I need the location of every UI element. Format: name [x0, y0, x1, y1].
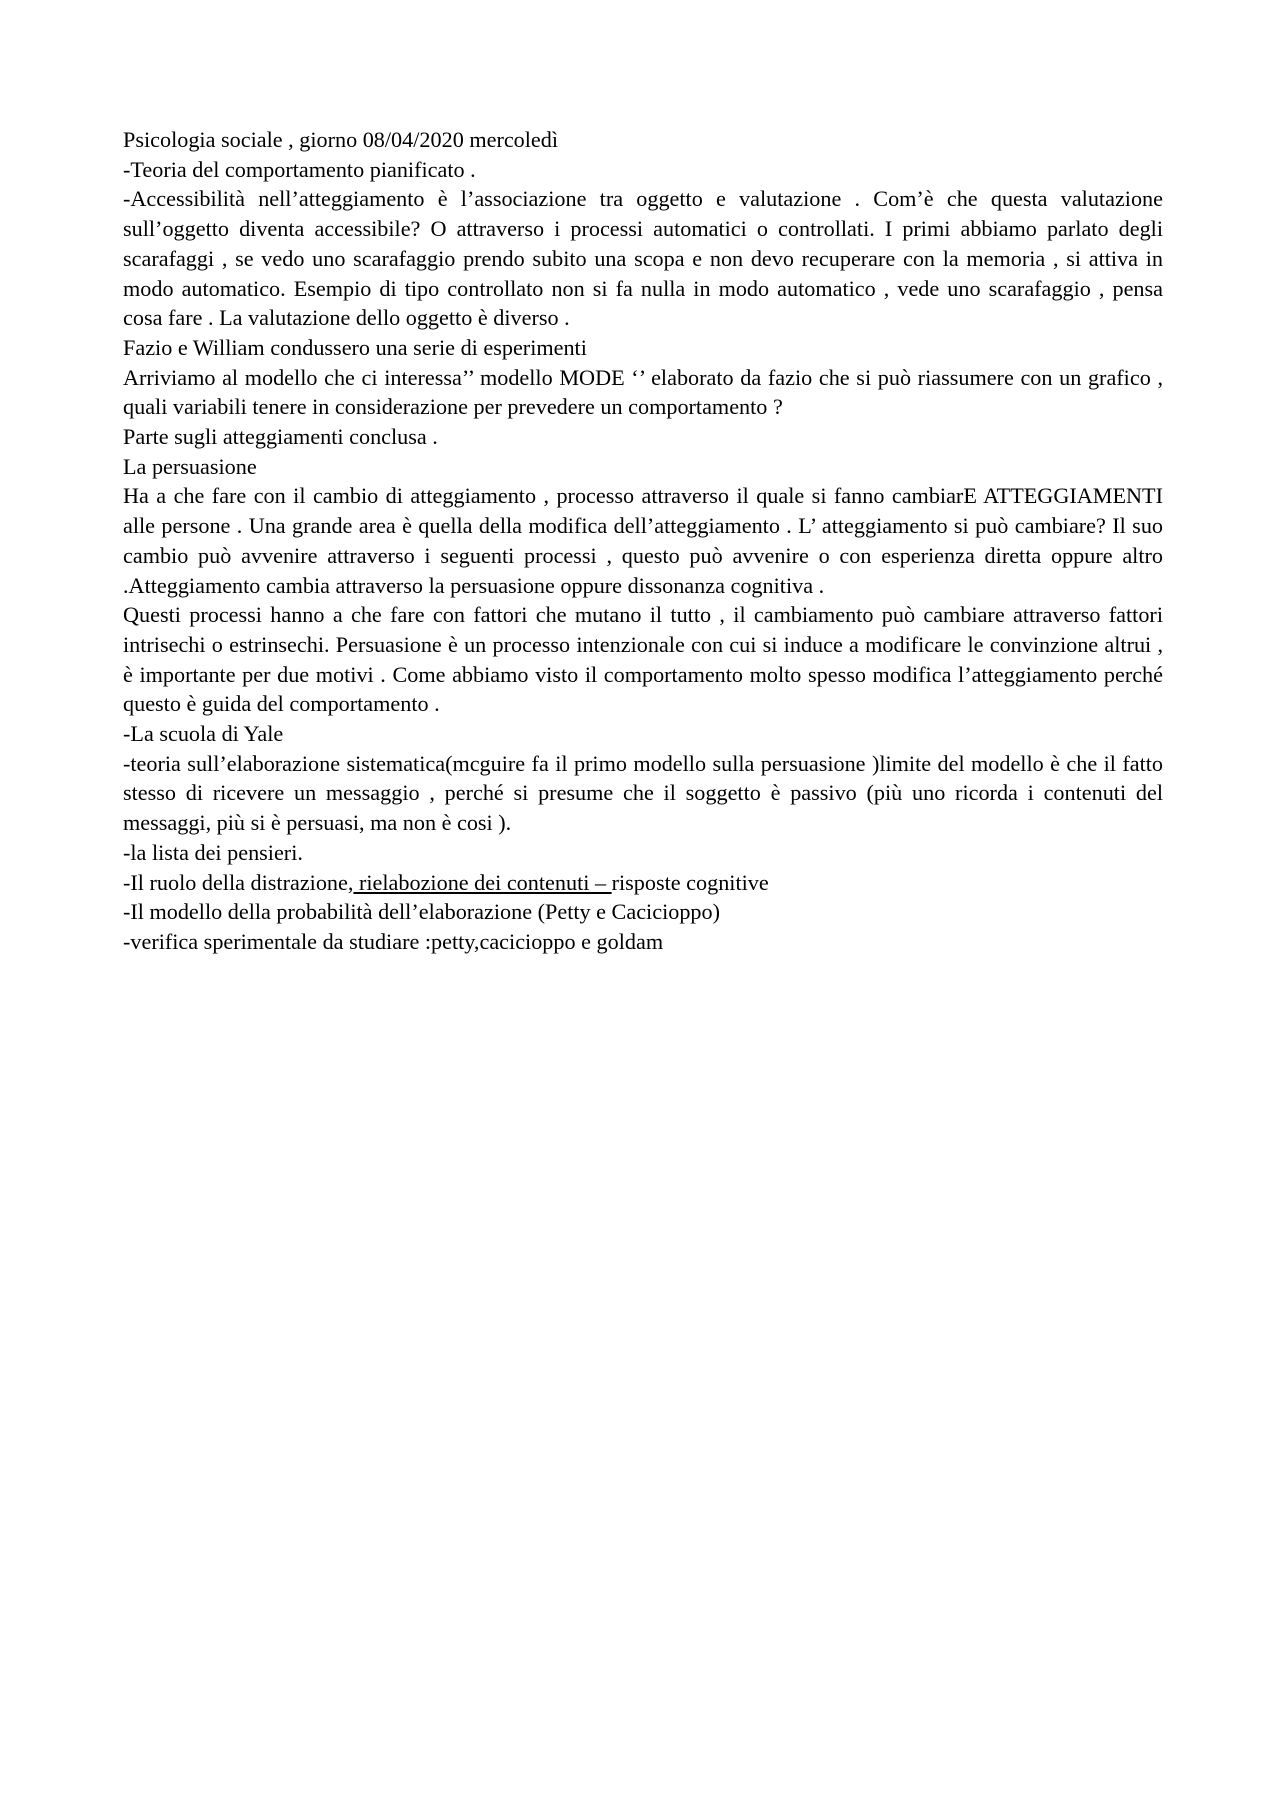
paragraph-mode-model: Arriviamo al modello che ci interessa’’ modello MODE ‘’ elaborato da fazio che si può riassumere con un grafico , quali variabili tenere in considerazione per prevedere un comportamento ? — [123, 364, 1163, 420]
list-item-experimental-verification: -verifica sperimentale da studiare :petty,cacicioppo e goldam — [123, 928, 664, 954]
paragraph-processes-factors: Questi processi hanno a che fare con fattori che mutano il tutto , il cambiamento può cambiare attraverso fattori intrisechi o estrinsechi. Persuasione è un processo intenzionale con cui si induce a modificare le convinzione altrui , è importante per due motivi . Come abbiamo visto il comportamento molto spesso modifica l’atteggiamento perché questo è guida del comportamento . — [123, 602, 1163, 717]
paragraph-fazio-william: Fazio e William condussero una serie di esperimenti — [123, 334, 587, 360]
distraction-text-underlined: rielabozione dei contenuti – — [353, 869, 612, 895]
paragraph-accessibility: -Accessibilità nell’atteggiamento è l’associazione tra oggetto e valutazione . Com’è che questa valutazione sull’oggetto diventa accessibile? O attraverso i processi automatici o controllati. I primi abbiamo parlato degli scarafaggi , se vedo uno scarafaggio prendo subito una scopa e non devo recuperare con la memoria , si attiva in modo automatico. Esempio di tipo controllato non si fa nulla in modo automatico , vede uno scarafaggio , pensa cosa fare . La valutazione dello oggetto è diverso . — [123, 186, 1163, 331]
paragraph-attitudes-concluded: Parte sugli atteggiamenti conclusa . — [123, 424, 438, 450]
list-item-thought-list: -la lista dei pensieri. — [123, 839, 303, 865]
paragraph-attitude-change: Ha a che fare con il cambio di atteggiamento , processo attraverso il quale si fanno cambiarE ATTEGGIAMENTI alle persone . Una grande area è quella della modifica dell’atteggiamento . L’ atteggiamento si può cambiare? Il suo cambio può avvenire attraverso i seguenti processi , questo può avvenire o con esperienza diretta oppure altro .Atteggiamento cambia attraverso la persuasione oppure dissonanza cognitiva . — [123, 483, 1163, 598]
list-item-distraction-role — [123, 868, 1163, 898]
list-item-elaboration-likelihood: -Il modello della probabilità dell’elaborazione (Petty e Cacicioppo) — [123, 899, 720, 925]
list-item-systematic-elaboration: -teoria sull’elaborazione sistematica(mcguire fa il primo modello sulla persuasione )limite del modello è che il fatto stesso di ricevere un messaggio , perché si presume che il soggetto è passivo (più uno ricorda i contenuti del messaggi, più si è persuasi, ma non è cosi ). — [123, 750, 1163, 836]
document-body — [123, 125, 1163, 957]
distraction-text-after: risposte cognitive — [611, 869, 769, 895]
paragraph-planned-behavior: -Teoria del comportamento pianificato . — [123, 156, 476, 182]
list-item-yale-school: -La scuola di Yale — [123, 721, 284, 747]
distraction-text-before: -Il ruolo della distrazione, — [123, 869, 354, 895]
document-heading: Psicologia sociale , giorno 08/04/2020 mercoledì — [123, 127, 559, 152]
section-heading-persuasion: La persuasione — [123, 453, 257, 479]
